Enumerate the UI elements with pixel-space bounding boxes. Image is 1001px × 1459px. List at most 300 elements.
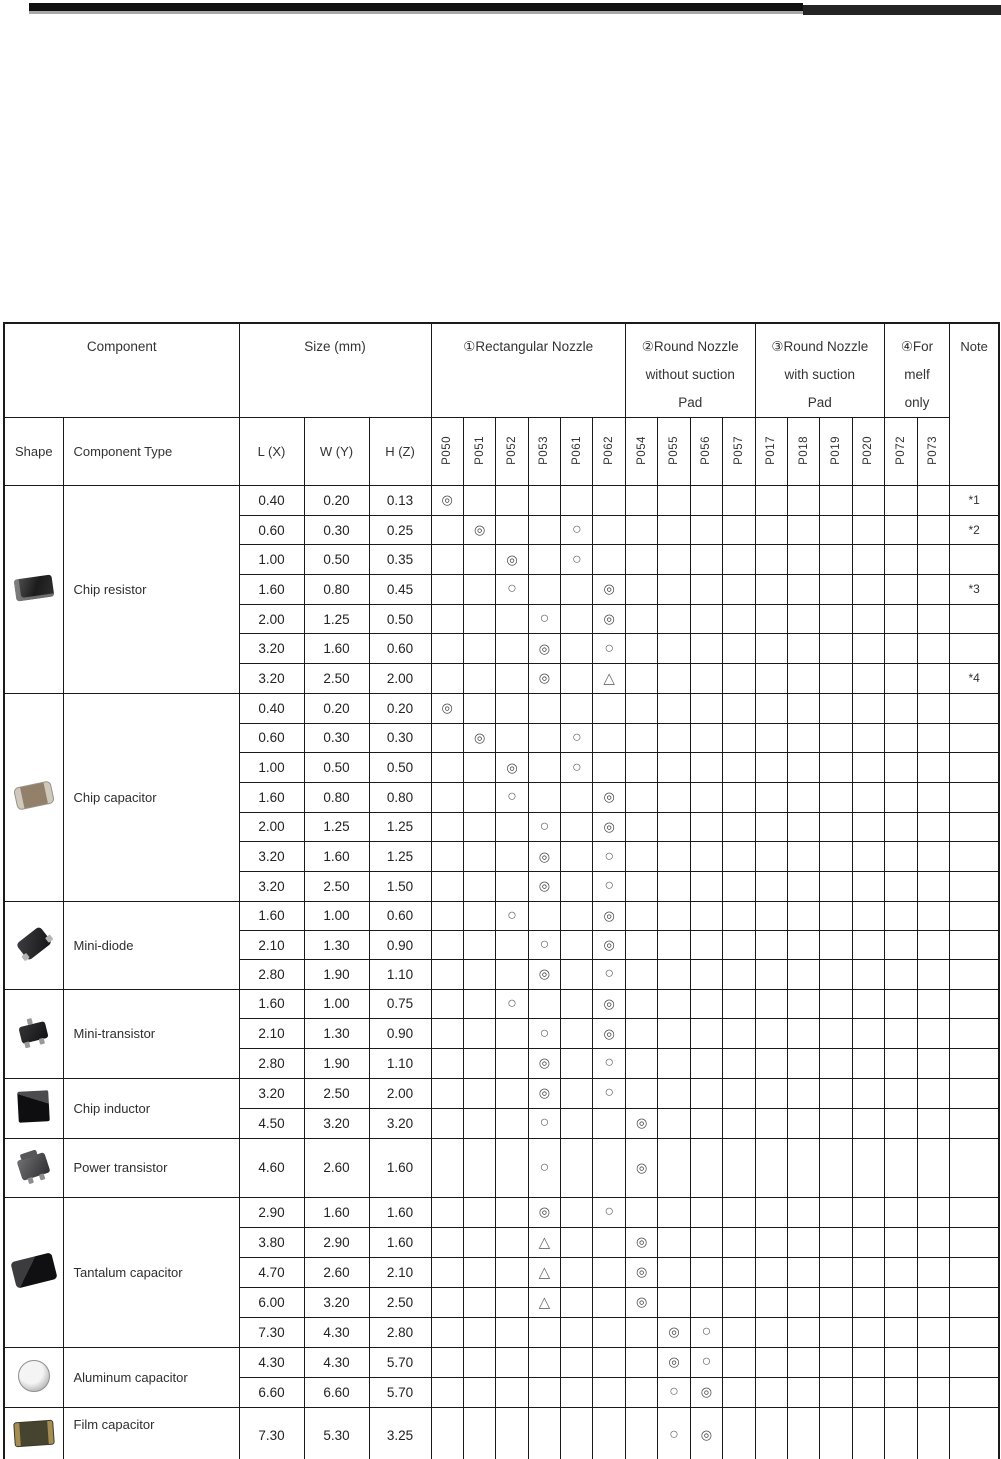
compat-cell-P017	[755, 1407, 787, 1459]
compat-cell-P072	[885, 1019, 917, 1049]
compat-cell-P050	[431, 842, 463, 872]
compat-cell-P061	[561, 634, 593, 664]
compat-cell-P054	[625, 1048, 657, 1078]
compat-cell-P050	[431, 989, 463, 1019]
compat-cell-P073	[917, 1197, 949, 1227]
compat-cell-P052	[496, 604, 528, 634]
nozzle-code-label: P019	[829, 435, 842, 465]
nozzle-code-P053	[528, 418, 560, 486]
double-circle-mark: ◎	[635, 1159, 648, 1175]
double-circle-mark: ◎	[538, 670, 551, 686]
mini-transistor-photo-icon	[19, 1021, 49, 1044]
compat-cell-P053	[528, 1347, 560, 1377]
nozzle-code-label: P053	[538, 435, 551, 465]
header-row-columns	[4, 418, 999, 486]
size-h-cell: 2.80	[369, 1317, 431, 1347]
compat-cell-P057	[723, 842, 755, 872]
compat-cell-P072	[885, 1108, 917, 1138]
compat-cell-P072	[885, 664, 917, 694]
compat-cell-P051	[463, 753, 495, 783]
compat-cell-P019	[820, 1377, 852, 1407]
compat-cell-P054	[625, 1078, 657, 1108]
compat-cell-P050	[431, 723, 463, 753]
compat-cell-P051	[463, 782, 495, 812]
compat-cell-P072	[885, 693, 917, 723]
size-w-cell: 1.60	[304, 1197, 369, 1227]
component-type-cell: Chip capacitor	[63, 693, 239, 901]
header-note: Note	[949, 323, 999, 486]
compat-cell-P055	[658, 664, 690, 694]
compat-cell-P061	[561, 1377, 593, 1407]
compat-cell-P052	[496, 1317, 528, 1347]
size-l-cell: 1.60	[239, 782, 304, 812]
compat-cell-P073	[917, 1377, 949, 1407]
size-w-cell: 1.25	[304, 604, 369, 634]
compat-cell-P052	[496, 1407, 528, 1459]
mini-diode-photo-icon	[15, 926, 52, 961]
size-l-cell: 2.00	[239, 812, 304, 842]
note-cell	[949, 604, 999, 634]
nozzle-code-P050	[431, 418, 463, 486]
compat-cell-P073	[917, 782, 949, 812]
compat-cell-P053	[528, 515, 560, 545]
compat-cell-P055	[658, 1108, 690, 1138]
compat-cell-P017	[755, 604, 787, 634]
double-circle-mark: ◎	[603, 789, 615, 805]
double-circle-mark: ◎	[441, 492, 453, 508]
compat-cell-P053	[528, 842, 560, 872]
header-shape: Shape	[4, 418, 63, 486]
compat-cell-P061	[561, 871, 593, 901]
circle-mark: ○	[539, 1024, 550, 1042]
compat-cell-P062	[593, 1377, 625, 1407]
size-h-cell: 1.60	[369, 1227, 431, 1257]
component-type-cell: Aluminum capacitor	[63, 1347, 239, 1407]
compat-cell-P017	[755, 1317, 787, 1347]
double-circle-mark: ◎	[506, 551, 518, 567]
compat-cell-P056	[690, 1197, 722, 1227]
compat-cell-P050	[431, 1287, 463, 1317]
compat-cell-P073	[917, 723, 949, 753]
compat-cell-P052	[496, 1287, 528, 1317]
compat-cell-P051	[463, 1377, 495, 1407]
compat-cell-P061	[561, 782, 593, 812]
compat-cell-P018	[787, 1317, 819, 1347]
note-cell: *4	[949, 664, 999, 694]
compat-cell-P054	[625, 545, 657, 575]
table-row	[4, 989, 999, 1019]
compat-cell-P018	[787, 1257, 819, 1287]
nozzle-code-label: P052	[506, 435, 518, 465]
size-l-cell: 7.30	[239, 1317, 304, 1347]
compat-cell-P020	[852, 575, 884, 605]
compat-cell-P053	[528, 782, 560, 812]
circle-mark: ○	[701, 1353, 712, 1371]
size-l-cell: 3.20	[239, 842, 304, 872]
compat-cell-P052	[496, 664, 528, 694]
compat-cell-P050	[431, 930, 463, 959]
compat-cell-P072	[885, 1138, 917, 1197]
size-w-cell: 6.60	[304, 1377, 369, 1407]
compat-cell-P052	[496, 901, 528, 930]
compat-cell-P055	[658, 634, 690, 664]
compat-cell-P072	[885, 1197, 917, 1227]
compat-cell-P062	[593, 782, 625, 812]
compat-cell-P051	[463, 604, 495, 634]
compat-cell-P056	[690, 1078, 722, 1108]
compat-cell-P061	[561, 1317, 593, 1347]
compat-cell-P055	[658, 753, 690, 783]
compat-cell-P062	[593, 842, 625, 872]
compat-cell-P052	[496, 1048, 528, 1078]
compat-cell-P057	[723, 486, 755, 516]
compat-cell-P019	[820, 901, 852, 930]
compat-cell-P050	[431, 575, 463, 605]
size-w-cell: 0.80	[304, 782, 369, 812]
compat-cell-P062	[593, 812, 625, 842]
compat-cell-P062	[593, 515, 625, 545]
compat-cell-P019	[820, 960, 852, 989]
circle-mark: ○	[571, 728, 582, 746]
size-h-cell: 1.10	[369, 960, 431, 989]
compat-cell-P017	[755, 812, 787, 842]
compat-cell-P073	[917, 960, 949, 989]
compat-cell-P072	[885, 515, 917, 545]
compat-cell-P017	[755, 842, 787, 872]
shape-cell	[4, 1407, 63, 1459]
size-h-cell: 1.60	[369, 1197, 431, 1227]
compat-cell-P056	[690, 1138, 722, 1197]
compat-cell-P019	[820, 1048, 852, 1078]
compat-cell-P018	[787, 1347, 819, 1377]
compat-cell-P019	[820, 634, 852, 664]
circle-mark: ○	[539, 817, 550, 835]
compat-cell-P017	[755, 634, 787, 664]
compat-cell-P055	[658, 842, 690, 872]
compat-cell-P051	[463, 545, 495, 575]
compat-cell-P054	[625, 1347, 657, 1377]
compat-cell-P062	[593, 634, 625, 664]
compat-cell-P056	[690, 693, 722, 723]
compat-cell-P061	[561, 1078, 593, 1108]
nozzle-code-label: P051	[473, 435, 486, 465]
compat-cell-P019	[820, 1257, 852, 1287]
compat-cell-P052	[496, 1377, 528, 1407]
compat-cell-P072	[885, 842, 917, 872]
compat-cell-P019	[820, 545, 852, 575]
compat-cell-P061	[561, 693, 593, 723]
size-h-cell: 1.50	[369, 871, 431, 901]
component-type-cell: Chip resistor	[63, 486, 239, 694]
compat-cell-P073	[917, 842, 949, 872]
header-nozzle-group-3	[755, 323, 885, 418]
compat-cell-P057	[723, 989, 755, 1019]
compat-cell-P072	[885, 1317, 917, 1347]
header-nozzle-group-4	[885, 323, 950, 418]
table-row	[4, 1407, 999, 1459]
compat-cell-P057	[723, 723, 755, 753]
compat-cell-P019	[820, 1227, 852, 1257]
compat-cell-P054	[625, 782, 657, 812]
circle-mark: ○	[701, 1323, 712, 1341]
compat-cell-P019	[820, 1407, 852, 1459]
size-h-cell: 1.25	[369, 842, 431, 872]
triangle-mark: △	[538, 1234, 551, 1252]
compat-cell-P061	[561, 930, 593, 959]
nozzle-code-label: P050	[441, 435, 454, 465]
compat-cell-P051	[463, 515, 495, 545]
compat-cell-P061	[561, 1347, 593, 1377]
compat-cell-P062	[593, 989, 625, 1019]
compat-cell-P062	[593, 1108, 625, 1138]
double-circle-mark: ◎	[603, 995, 615, 1011]
compat-cell-P055	[658, 782, 690, 812]
compat-cell-P053	[528, 1138, 560, 1197]
compat-cell-P072	[885, 782, 917, 812]
size-l-cell: 2.10	[239, 930, 304, 959]
compat-cell-P051	[463, 1347, 495, 1377]
compat-cell-P019	[820, 1317, 852, 1347]
size-h-cell: 0.80	[369, 782, 431, 812]
nozzle-code-P052	[496, 418, 528, 486]
compat-cell-P073	[917, 1257, 949, 1287]
size-l-cell: 1.60	[239, 989, 304, 1019]
compat-cell-P056	[690, 871, 722, 901]
compat-cell-P050	[431, 901, 463, 930]
double-circle-mark: ◎	[473, 729, 486, 745]
compat-cell-P062	[593, 1048, 625, 1078]
compat-cell-P061	[561, 723, 593, 753]
nozzle-code-P018	[787, 418, 819, 486]
compat-cell-P056	[690, 634, 722, 664]
size-l-cell: 4.70	[239, 1257, 304, 1287]
compat-cell-P054	[625, 515, 657, 545]
size-h-cell: 0.13	[369, 486, 431, 516]
circle-mark: ○	[539, 1158, 550, 1176]
double-circle-mark: ◎	[700, 1384, 713, 1400]
size-l-cell: 4.50	[239, 1108, 304, 1138]
compat-cell-P061	[561, 575, 593, 605]
compat-cell-P061	[561, 1138, 593, 1197]
size-l-cell: 4.30	[239, 1347, 304, 1377]
double-circle-mark: ◎	[668, 1324, 680, 1340]
shape-cell	[4, 693, 63, 901]
compat-cell-P057	[723, 960, 755, 989]
circle-mark: ○	[604, 1054, 615, 1072]
compat-cell-P050	[431, 782, 463, 812]
shape-cell	[4, 901, 63, 989]
compat-cell-P017	[755, 1048, 787, 1078]
compat-cell-P061	[561, 901, 593, 930]
size-w-cell: 3.20	[304, 1287, 369, 1317]
compat-cell-P019	[820, 842, 852, 872]
size-w-cell: 1.30	[304, 930, 369, 959]
compat-cell-P050	[431, 1197, 463, 1227]
compat-cell-P055	[658, 1138, 690, 1197]
compat-cell-P054	[625, 901, 657, 930]
note-cell	[949, 1227, 999, 1257]
compat-cell-P020	[852, 1078, 884, 1108]
compat-cell-P062	[593, 604, 625, 634]
compat-cell-P019	[820, 486, 852, 516]
compat-cell-P055	[658, 545, 690, 575]
note-cell	[949, 930, 999, 959]
size-h-cell: 0.25	[369, 515, 431, 545]
compat-cell-P054	[625, 575, 657, 605]
compat-cell-P073	[917, 930, 949, 959]
compat-cell-P017	[755, 693, 787, 723]
compat-cell-P061	[561, 1257, 593, 1287]
compat-cell-P072	[885, 930, 917, 959]
size-h-cell: 3.20	[369, 1108, 431, 1138]
compat-cell-P057	[723, 1227, 755, 1257]
compat-cell-P053	[528, 1197, 560, 1227]
compat-cell-P017	[755, 989, 787, 1019]
compat-cell-P062	[593, 664, 625, 694]
compat-cell-P017	[755, 1108, 787, 1138]
compat-cell-P052	[496, 1108, 528, 1138]
compat-cell-P055	[658, 901, 690, 930]
compat-cell-P073	[917, 545, 949, 575]
compat-cell-P053	[528, 664, 560, 694]
compat-cell-P057	[723, 1317, 755, 1347]
compat-cell-P051	[463, 1108, 495, 1138]
compat-cell-P056	[690, 604, 722, 634]
size-l-cell: 3.80	[239, 1227, 304, 1257]
compat-cell-P062	[593, 1138, 625, 1197]
compat-cell-P050	[431, 1138, 463, 1197]
nozzle-code-P055	[658, 418, 690, 486]
compat-cell-P062	[593, 871, 625, 901]
compat-cell-P061	[561, 1108, 593, 1138]
compat-cell-P061	[561, 486, 593, 516]
compat-cell-P018	[787, 1078, 819, 1108]
nozzle-code-P017	[755, 418, 787, 486]
size-w-cell: 0.30	[304, 515, 369, 545]
compat-cell-P056	[690, 782, 722, 812]
compat-cell-P019	[820, 1197, 852, 1227]
compat-cell-P073	[917, 1138, 949, 1197]
table-row	[4, 1197, 999, 1227]
compat-cell-P020	[852, 871, 884, 901]
compat-cell-P052	[496, 1078, 528, 1108]
compat-cell-P057	[723, 782, 755, 812]
compat-cell-P052	[496, 1347, 528, 1377]
shape-cell	[4, 989, 63, 1078]
table-row	[4, 486, 999, 516]
component-type-cell: Mini-transistor	[63, 989, 239, 1078]
size-l-cell: 2.00	[239, 604, 304, 634]
compat-cell-P056	[690, 1347, 722, 1377]
component-type-cell: Mini-diode	[63, 901, 239, 989]
compat-cell-P053	[528, 1019, 560, 1049]
compat-cell-P061	[561, 989, 593, 1019]
compat-cell-P051	[463, 575, 495, 605]
compat-cell-P052	[496, 753, 528, 783]
compat-cell-P051	[463, 1138, 495, 1197]
compat-cell-P061	[561, 1048, 593, 1078]
compat-cell-P072	[885, 575, 917, 605]
size-w-cell: 0.50	[304, 753, 369, 783]
nozzle-code-label: P062	[603, 435, 616, 465]
compat-cell-P057	[723, 1377, 755, 1407]
double-circle-mark: ◎	[538, 966, 551, 982]
size-h-cell: 0.20	[369, 693, 431, 723]
compat-cell-P061	[561, 960, 593, 989]
note-cell	[949, 1197, 999, 1227]
compat-cell-P051	[463, 989, 495, 1019]
compat-cell-P050	[431, 871, 463, 901]
nozzle-group-label-line: Pad	[678, 395, 703, 410]
compat-cell-P051	[463, 486, 495, 516]
compat-cell-P050	[431, 604, 463, 634]
nozzle-code-label: P017	[765, 435, 778, 465]
compat-cell-P050	[431, 1108, 463, 1138]
compat-cell-P020	[852, 1108, 884, 1138]
nozzle-code-P054	[625, 418, 657, 486]
compat-cell-P051	[463, 1197, 495, 1227]
compat-cell-P020	[852, 1197, 884, 1227]
compat-cell-P020	[852, 782, 884, 812]
shape-cell	[4, 1138, 63, 1197]
nozzle-code-P073	[917, 418, 949, 486]
size-l-cell: 3.20	[239, 634, 304, 664]
compat-cell-P020	[852, 960, 884, 989]
compat-cell-P051	[463, 634, 495, 664]
compat-cell-P062	[593, 960, 625, 989]
triangle-mark: △	[538, 1264, 551, 1282]
size-w-cell: 0.50	[304, 545, 369, 575]
component-type-cell: Chip inductor	[63, 1078, 239, 1138]
compat-cell-P052	[496, 575, 528, 605]
table-row	[4, 1347, 999, 1377]
double-circle-mark: ◎	[668, 1354, 680, 1370]
compat-cell-P057	[723, 871, 755, 901]
compat-cell-P019	[820, 930, 852, 959]
circle-mark: ○	[604, 877, 615, 895]
compat-cell-P050	[431, 1317, 463, 1347]
compat-cell-P062	[593, 693, 625, 723]
compat-cell-P018	[787, 723, 819, 753]
compat-cell-P061	[561, 1287, 593, 1317]
size-h-cell: 5.70	[369, 1377, 431, 1407]
circle-mark: ○	[539, 936, 550, 954]
compat-cell-P056	[690, 1019, 722, 1049]
compat-cell-P050	[431, 753, 463, 783]
compat-cell-P019	[820, 604, 852, 634]
note-cell	[949, 1287, 999, 1317]
compat-cell-P055	[658, 1257, 690, 1287]
double-circle-mark: ◎	[603, 818, 615, 834]
size-h-cell: 0.60	[369, 634, 431, 664]
compat-cell-P020	[852, 901, 884, 930]
double-circle-mark: ◎	[473, 522, 486, 538]
compat-cell-P062	[593, 901, 625, 930]
compat-cell-P055	[658, 1347, 690, 1377]
size-h-cell: 0.30	[369, 723, 431, 753]
compat-cell-P055	[658, 723, 690, 753]
size-l-cell: 3.20	[239, 1078, 304, 1108]
compat-cell-P055	[658, 575, 690, 605]
compat-cell-P054	[625, 960, 657, 989]
compat-cell-P073	[917, 1019, 949, 1049]
size-l-cell: 0.40	[239, 693, 304, 723]
compat-cell-P020	[852, 1257, 884, 1287]
compat-cell-P052	[496, 1138, 528, 1197]
double-circle-mark: ◎	[700, 1427, 713, 1443]
double-circle-mark: ◎	[538, 878, 551, 894]
size-l-cell: 0.60	[239, 723, 304, 753]
